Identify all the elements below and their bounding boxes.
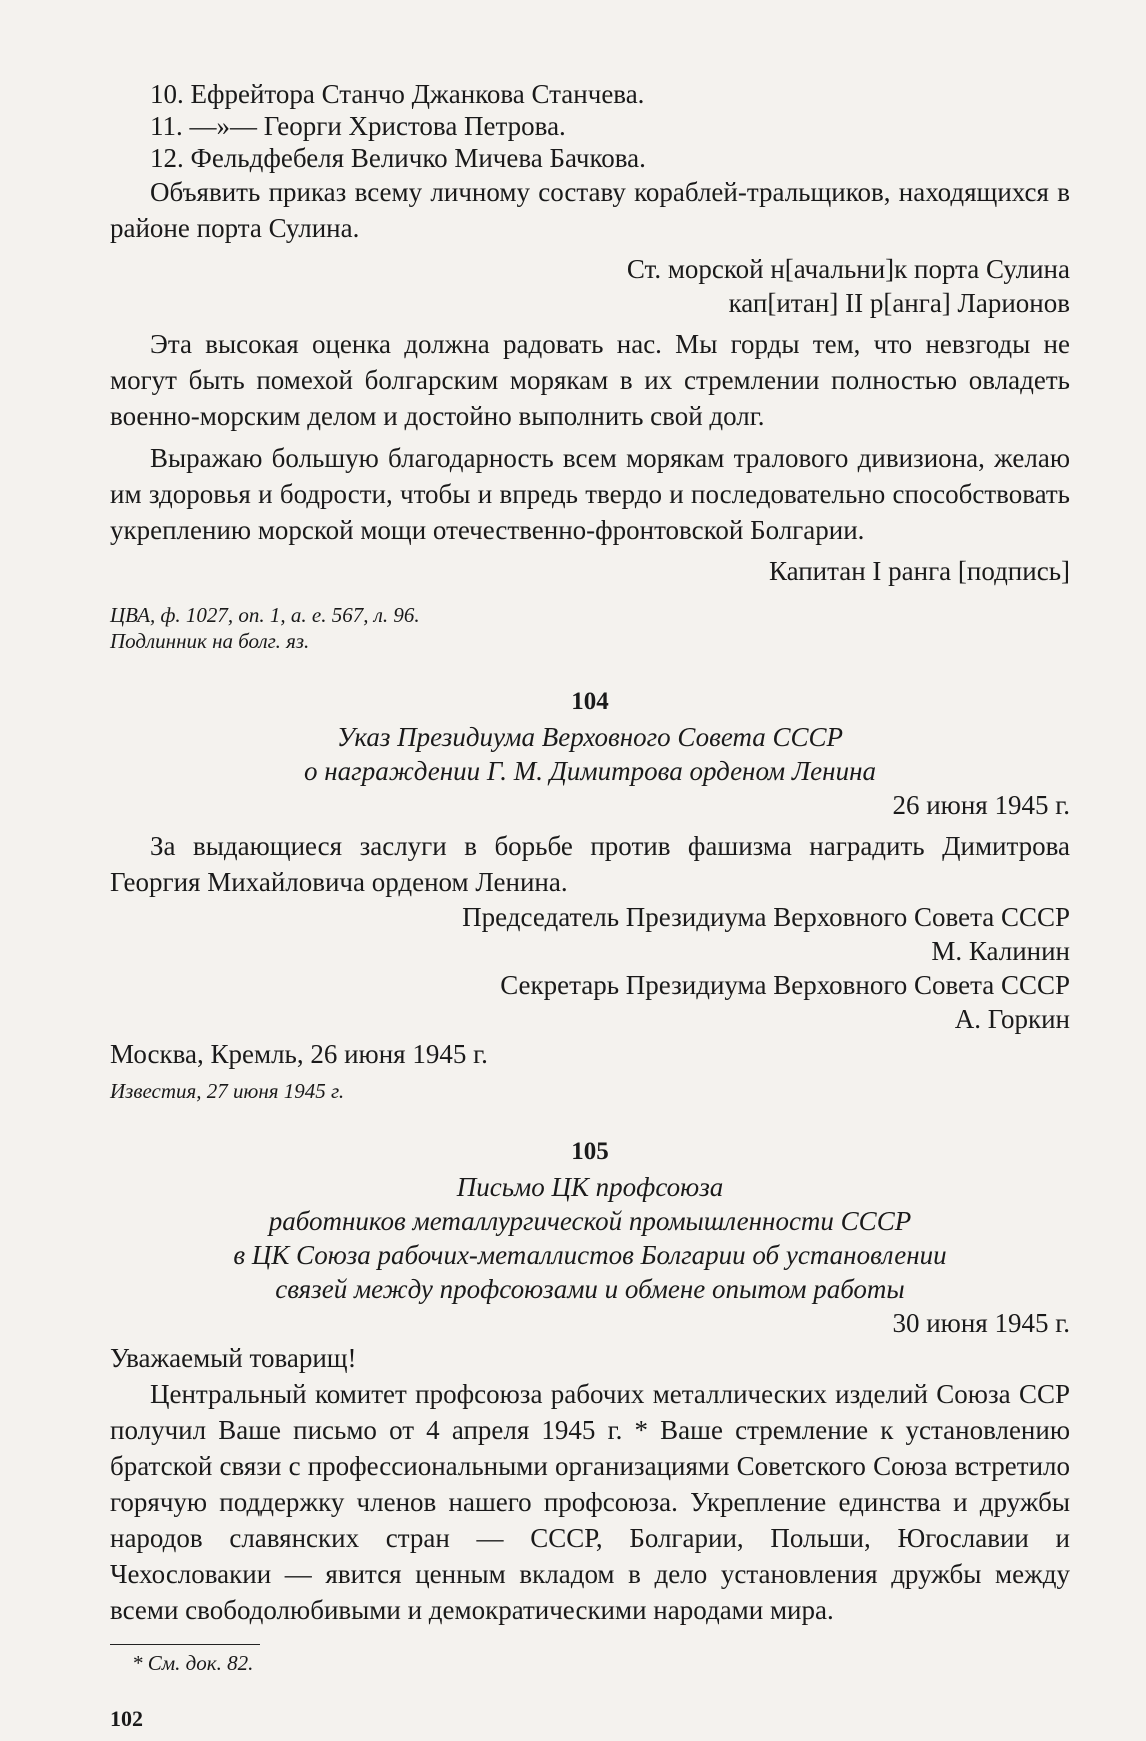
document-title-line: о награждении Г. М. Димитрова орденом Ленина [304, 756, 876, 786]
signature-name: А. Горкин [954, 1004, 1070, 1034]
award-list [110, 78, 1070, 174]
paragraph-thanks: Выражаю большую благодарность всем морякам тралового дивизиона, желаю им здоровья и бодрости, чтобы и впредь твердо и последовательно способствовать укреплению морской мощи отечественно-фронтовской Болгарии. [110, 443, 1070, 545]
signature-title: Секретарь Президиума Верховного Совета СССР [500, 970, 1070, 1000]
document-number-104: 104 [571, 688, 609, 715]
decree-place: Москва, Кремль, 26 июня 1945 г. [110, 1039, 488, 1069]
text-column [110, 78, 1070, 1732]
order-paragraph: Объявить приказ всему личному составу кораблей-тральщиков, находящихся в районе порта Сулина. [110, 177, 1070, 243]
captain-signature: Капитан I ранга [подпись] [768, 556, 1070, 586]
signature-title: Председатель Президиума Верховного Совета СССР [462, 902, 1070, 932]
list-item: 11. —»— Георги Христова Петрова. [150, 111, 566, 141]
document-date: 26 июня 1945 г. [892, 790, 1070, 820]
archive-source: ЦВА, ф. 1027, оп. 1, а. е. 567, л. 96. [110, 603, 420, 627]
decree-text: За выдающиеся заслуги в борьбе против фашизма наградить Димитрова Георгия Михайловича орденом Ленина. [110, 831, 1070, 897]
newspaper-source: Известия, 27 июня 1945 г. [110, 1079, 345, 1103]
list-item: 12. Фельдфебеля Величко Мичева Бачкова. [150, 143, 646, 173]
archive-note: Подлинник на болг. яз. [110, 629, 310, 653]
signature-name: М. Калинин [931, 936, 1070, 966]
footnote-divider [110, 1644, 260, 1645]
document-title-line: работников металлургической промышленности СССР [268, 1206, 912, 1236]
document-title-line: Письмо ЦК профсоюза [456, 1172, 724, 1202]
letter-text: Центральный комитет профсоюза рабочих металлических изделий Союза ССР получил Ваше письмо от 4 апреля 1945 г. * Ваше стремление к установлению братской связи с профессиональными организациями Советского Союза встретило горячую поддержку членов нашего профсоюза. Укрепление единства и дружбы народов славянских стран — СССР, Болгарии, Польши, Югославии и Чехословакии — явится ценным вкладом в дело установления дружбы между всеми свободолюбивыми и демократическими народами мира. [110, 1379, 1070, 1625]
order-signature-line: Ст. морской н[ачальни]к порта Сулина [626, 254, 1070, 284]
document-number-105: 105 [571, 1138, 609, 1165]
list-item: 10. Ефрейтора Станчо Джанкова Станчева. [150, 79, 645, 109]
order-signature-line: кап[итан] II р[анга] Ларионов [728, 288, 1070, 318]
document-date: 30 июня 1945 г. [892, 1308, 1070, 1338]
salutation: Уважаемый товарищ! [110, 1343, 357, 1373]
footnote: * См. док. 82. [132, 1651, 254, 1675]
page-number: 102 [110, 1706, 143, 1731]
paragraph-pride: Эта высокая оценка должна радовать нас. Мы горды тем, что невзгоды не могут быть помехой болгарским морякам в их стремлении полностью овладеть военно-морским делом и достойно выполнить свой долг. [110, 329, 1070, 431]
document-title-line: в ЦК Союза рабочих-металлистов Болгарии об установлении [233, 1240, 947, 1270]
document-title-line: Указ Президиума Верховного Совета СССР [336, 722, 844, 752]
document-title-line: связей между профсоюзами и обмене опытом работы [275, 1274, 905, 1304]
